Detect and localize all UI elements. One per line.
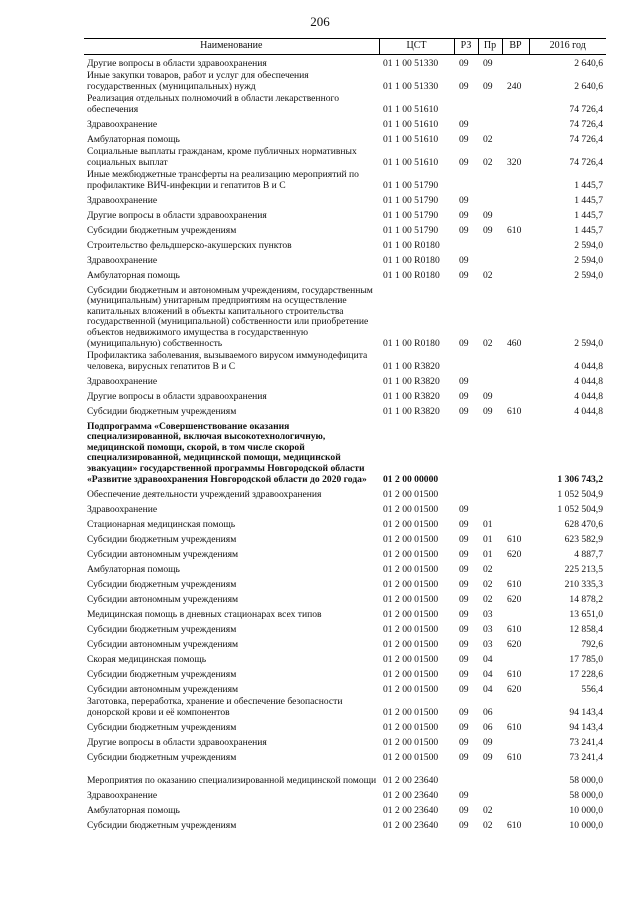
row-name: Другие вопросы в области здравоохранения: [87, 57, 267, 69]
row-vr: [502, 92, 529, 115]
row-vr: 320: [507, 156, 522, 168]
row-vr: [502, 650, 529, 665]
row-rz: 09: [459, 118, 469, 130]
row-name: Обеспечение деятельности учреждений здравоохранения: [87, 488, 322, 500]
row-vr: 610: [507, 224, 522, 236]
row-vr: [502, 206, 529, 221]
row-value: 1 445,7: [574, 194, 603, 206]
row-rz: 09: [459, 623, 469, 635]
row-name: Субсидии бюджетным учреждениям: [87, 224, 237, 236]
table-row: [84, 251, 606, 266]
row-value: 1 445,7: [574, 209, 603, 221]
row-cst: 01 2 00 01500: [383, 683, 439, 695]
row-pr: 02: [483, 819, 493, 831]
table-row: [84, 191, 606, 206]
row-rz: 09: [459, 721, 469, 733]
table-row: [84, 349, 606, 372]
row-name: Здравоохранение: [87, 375, 158, 387]
row-value: 556,4: [581, 683, 603, 695]
row-cst: 01 1 00 R0180: [383, 269, 440, 281]
row-name: Здравоохранение: [87, 503, 158, 515]
row-vr: 620: [507, 593, 522, 605]
row-pr: 09: [483, 80, 493, 92]
table-row: [84, 54, 606, 69]
row-name: Субсидии автономным учреждениям: [87, 548, 239, 560]
row-value: 12 858,4: [569, 623, 603, 635]
header-rz: РЗ: [454, 39, 478, 55]
row-vr: 240: [507, 80, 522, 92]
table-row: [84, 605, 606, 620]
table-row: [84, 402, 606, 417]
table-row: [84, 530, 606, 545]
table-row: [84, 206, 606, 221]
row-value: 628 470,6: [564, 518, 603, 530]
row-vr: [502, 191, 529, 206]
row-value: 4 044,8: [574, 375, 603, 387]
row-name: Иные межбюджетные трансферты на реализацию мероприятий по профилактике ВИЧ-инфекции и гепатитов В и С: [87, 168, 359, 191]
row-cst: 01 1 00 51330: [383, 57, 439, 69]
row-rz: 09: [459, 269, 469, 281]
row-rz: 09: [459, 668, 469, 680]
row-cst: 01 2 00 01500: [383, 518, 439, 530]
row-name: Субсидии бюджетным учреждениям: [87, 819, 237, 831]
row-rz: 09: [459, 593, 469, 605]
row-value: 2 640,6: [574, 80, 603, 92]
row-cst: 01 1 00 R3820: [383, 405, 440, 417]
row-name: Другие вопросы в области здравоохранения: [87, 209, 267, 221]
row-rz: 09: [459, 638, 469, 650]
row-rz: 09: [459, 518, 469, 530]
row-pr: 09: [483, 224, 493, 236]
row-value: 10 000,0: [569, 819, 603, 831]
row-cst: 01 1 00 51790: [383, 179, 439, 191]
row-rz: 09: [459, 337, 469, 349]
row-pr: 03: [483, 608, 493, 620]
row-vr: 610: [507, 405, 522, 417]
row-cst: 01 2 00 23640: [383, 789, 439, 801]
row-vr: [502, 763, 529, 786]
row-vr: 610: [507, 721, 522, 733]
row-pr: [478, 417, 502, 485]
row-vr: [502, 515, 529, 530]
row-name: Здравоохранение: [87, 194, 158, 206]
row-value: 210 335,3: [564, 578, 603, 590]
row-pr: 09: [483, 405, 493, 417]
row-cst: 01 1 00 R0180: [383, 239, 440, 251]
row-pr: 02: [483, 269, 493, 281]
header-vr: ВР: [502, 39, 529, 55]
row-value: 4 887,7: [574, 548, 603, 560]
row-cst: 01 2 00 01500: [383, 608, 439, 620]
row-pr: 04: [483, 653, 493, 665]
row-rz: 09: [459, 578, 469, 590]
row-vr: [502, 695, 529, 718]
row-value: 2 594,0: [574, 269, 603, 281]
header-year: 2016 год: [529, 39, 606, 55]
row-pr: [478, 763, 502, 786]
table-row: [84, 763, 606, 786]
row-cst: 01 1 00 R3820: [383, 390, 440, 402]
table-row: [84, 145, 606, 168]
row-cst: 01 1 00 R3820: [383, 360, 440, 372]
row-name: Подпрограмма «Совершенствование оказания специализированной, включая высокотехнологичную, медицинской помощи, скорой, в том числе скорой специализированной, медицинской помощи, медицинской эвакуации» государственной программы Новгородской области «Развитие здравоохранения Новгородской области до 2020 года»: [87, 420, 367, 485]
row-name: Социальные выплаты гражданам, кроме публичных нормативных социальных выплат: [87, 145, 357, 168]
row-cst: 01 1 00 51610: [383, 156, 439, 168]
table-row: [84, 545, 606, 560]
table-row: [84, 816, 606, 831]
row-value: 792,6: [581, 638, 603, 650]
row-rz: 09: [459, 254, 469, 266]
row-value: 74 726,4: [569, 103, 603, 115]
row-rz: [454, 168, 478, 191]
table-row: [84, 281, 606, 349]
row-pr: 01: [483, 548, 493, 560]
table-row: [84, 236, 606, 251]
row-cst: 01 2 00 01500: [383, 751, 439, 763]
row-name: Мероприятия по оказанию специализированной медицинской помощи: [87, 774, 377, 786]
row-value: 623 582,9: [564, 533, 603, 545]
row-pr: 02: [483, 133, 493, 145]
table-row: [84, 387, 606, 402]
row-cst: 01 2 00 23640: [383, 819, 439, 831]
row-vr: [502, 372, 529, 387]
table-row: [84, 786, 606, 801]
row-vr: 460: [507, 337, 522, 349]
row-cst: 01 2 00 01500: [383, 563, 439, 575]
row-cst: 01 2 00 01500: [383, 706, 439, 718]
row-cst: 01 1 00 51790: [383, 209, 439, 221]
row-rz: 09: [459, 706, 469, 718]
row-value: 2 594,0: [574, 254, 603, 266]
row-vr: [502, 251, 529, 266]
row-value: 74 726,4: [569, 118, 603, 130]
row-vr: 620: [507, 683, 522, 695]
row-value: 58 000,0: [569, 774, 603, 786]
row-rz: 09: [459, 156, 469, 168]
row-name: Субсидии бюджетным учреждениям: [87, 578, 237, 590]
row-value: 1 445,7: [574, 179, 603, 191]
table-row: [84, 69, 606, 92]
row-value: 2 594,0: [574, 239, 603, 251]
table-row: [84, 115, 606, 130]
row-vr: [502, 417, 529, 485]
table-row: [84, 168, 606, 191]
row-rz: 09: [459, 390, 469, 402]
row-name: Другие вопросы в области здравоохранения: [87, 390, 267, 402]
row-vr: [502, 54, 529, 69]
row-pr: 09: [483, 751, 493, 763]
row-vr: [502, 387, 529, 402]
row-value: 4 044,8: [574, 360, 603, 372]
table-header: [84, 39, 606, 55]
row-name: Другие вопросы в области здравоохранения: [87, 736, 267, 748]
row-name: Субсидии автономным учреждениям: [87, 593, 239, 605]
row-cst: 01 2 00 23640: [383, 804, 439, 816]
row-value: 94 143,4: [569, 721, 603, 733]
row-vr: [502, 485, 529, 500]
row-pr: 03: [483, 638, 493, 650]
row-pr: [478, 372, 502, 387]
row-pr: 04: [483, 683, 493, 695]
table-row: [84, 748, 606, 763]
row-pr: [478, 786, 502, 801]
row-pr: 02: [483, 156, 493, 168]
row-rz: 09: [459, 789, 469, 801]
row-name: Амбулаторная помощь: [87, 804, 180, 816]
row-cst: 01 1 00 51610: [383, 133, 439, 145]
row-rz: 09: [459, 209, 469, 221]
row-pr: 02: [483, 593, 493, 605]
row-value: 13 651,0: [569, 608, 603, 620]
table-row: [84, 590, 606, 605]
row-pr: [478, 92, 502, 115]
row-rz: 09: [459, 736, 469, 748]
row-vr: [502, 349, 529, 372]
row-value: 2 594,0: [574, 337, 603, 349]
row-pr: 02: [483, 804, 493, 816]
row-vr: [502, 266, 529, 281]
row-cst: 01 1 00 51610: [383, 118, 439, 130]
row-name: Субсидии бюджетным учреждениям: [87, 751, 237, 763]
row-cst: 01 1 00 R3820: [383, 375, 440, 387]
row-pr: 09: [483, 209, 493, 221]
row-pr: 06: [483, 721, 493, 733]
row-vr: [502, 560, 529, 575]
table-row: [84, 575, 606, 590]
table-row: [84, 266, 606, 281]
table-row: [84, 417, 606, 485]
table-row: [84, 500, 606, 515]
row-rz: 09: [459, 751, 469, 763]
row-value: 73 241,4: [569, 751, 603, 763]
row-pr: [478, 349, 502, 372]
row-value: 14 878,2: [569, 593, 603, 605]
row-pr: 01: [483, 533, 493, 545]
table-row: [84, 560, 606, 575]
row-cst: 01 2 00 01500: [383, 488, 439, 500]
row-vr: 610: [507, 751, 522, 763]
row-name: Стационарная медицинская помощь: [87, 518, 236, 530]
row-vr: 610: [507, 819, 522, 831]
row-rz: [454, 236, 478, 251]
row-value: 74 726,4: [569, 156, 603, 168]
row-rz: 09: [459, 653, 469, 665]
row-vr: [502, 236, 529, 251]
row-name: Субсидии бюджетным учреждениям: [87, 623, 237, 635]
row-cst: 01 1 00 51610: [383, 103, 439, 115]
row-value: 73 241,4: [569, 736, 603, 748]
row-name: Субсидии автономным учреждениям: [87, 638, 239, 650]
row-pr: [478, 485, 502, 500]
row-pr: 02: [483, 337, 493, 349]
row-vr: [502, 130, 529, 145]
row-cst: 01 2 00 01500: [383, 653, 439, 665]
row-rz: 09: [459, 548, 469, 560]
row-pr: 01: [483, 518, 493, 530]
row-rz: 09: [459, 133, 469, 145]
row-name: Иные закупки товаров, работ и услуг для обеспечения государственных (муниципальных) нужд: [87, 69, 309, 92]
table-row: [84, 372, 606, 387]
row-rz: 09: [459, 80, 469, 92]
row-pr: 04: [483, 668, 493, 680]
table-body: [84, 54, 606, 831]
row-cst: 01 2 00 23640: [383, 774, 439, 786]
row-value: 1 445,7: [574, 224, 603, 236]
row-vr: [502, 801, 529, 816]
row-vr: [502, 786, 529, 801]
row-name: Субсидии бюджетным учреждениям: [87, 533, 237, 545]
table-row: [84, 635, 606, 650]
row-pr: [478, 500, 502, 515]
row-vr: [502, 168, 529, 191]
row-pr: 06: [483, 706, 493, 718]
row-name: Субсидии бюджетным учреждениям: [87, 668, 237, 680]
row-cst: 01 2 00 01500: [383, 548, 439, 560]
row-vr: [502, 733, 529, 748]
row-rz: 09: [459, 375, 469, 387]
table-row: [84, 680, 606, 695]
row-name: Заготовка, переработка, хранение и обеспечение безопасности донорской крови и её компонентов: [87, 695, 343, 718]
row-cst: 01 2 00 01500: [383, 668, 439, 680]
row-rz: [454, 763, 478, 786]
row-value: 4 044,8: [574, 405, 603, 417]
row-rz: 09: [459, 503, 469, 515]
row-value: 225 213,5: [564, 563, 603, 575]
row-pr: [478, 168, 502, 191]
row-cst: 01 1 00 51790: [383, 224, 439, 236]
row-name: Амбулаторная помощь: [87, 563, 180, 575]
table-row: [84, 665, 606, 680]
row-name: Профилактика заболевания, вызываемого вирусом иммунодефицита человека, вирусных гепатитов В и С: [87, 349, 368, 372]
row-vr: 620: [507, 638, 522, 650]
row-rz: 09: [459, 194, 469, 206]
row-rz: 09: [459, 804, 469, 816]
row-cst: 01 2 00 01500: [383, 736, 439, 748]
row-rz: 09: [459, 224, 469, 236]
row-cst: 01 2 00 01500: [383, 503, 439, 515]
row-name: Субсидии автономным учреждениям: [87, 683, 239, 695]
row-rz: 09: [459, 405, 469, 417]
row-vr: [502, 605, 529, 620]
row-cst: 01 2 00 01500: [383, 578, 439, 590]
table-row: [84, 92, 606, 115]
row-pr: 09: [483, 736, 493, 748]
table-row: [84, 485, 606, 500]
row-pr: 09: [483, 57, 493, 69]
row-vr: [502, 500, 529, 515]
row-cst: 01 1 00 R0180: [383, 254, 440, 266]
row-cst: 01 1 00 51330: [383, 80, 439, 92]
row-name: Субсидии бюджетным учреждениям: [87, 405, 237, 417]
row-cst: 01 1 00 R0180: [383, 337, 440, 349]
row-pr: [478, 236, 502, 251]
table-row: [84, 515, 606, 530]
row-name: Субсидии бюджетным учреждениям: [87, 721, 237, 733]
table-row: [84, 221, 606, 236]
row-cst: 01 2 00 01500: [383, 593, 439, 605]
row-value: 10 000,0: [569, 804, 603, 816]
row-name: Медицинская помощь в дневных стационарах всех типов: [87, 608, 322, 620]
row-cst: 01 2 00 00000: [383, 473, 439, 485]
row-value: 4 044,8: [574, 390, 603, 402]
row-name: Амбулаторная помощь: [87, 133, 180, 145]
row-vr: 610: [507, 578, 522, 590]
row-name: Строительство фельдшерско-акушерских пунктов: [87, 239, 292, 251]
table-row: [84, 733, 606, 748]
table-row: [84, 620, 606, 635]
row-rz: 09: [459, 563, 469, 575]
row-vr: 610: [507, 623, 522, 635]
row-rz: [454, 92, 478, 115]
row-cst: 01 2 00 01500: [383, 623, 439, 635]
row-pr: [478, 115, 502, 130]
table-row: [84, 718, 606, 733]
row-value: 17 228,6: [569, 668, 603, 680]
row-rz: [454, 349, 478, 372]
row-name: Скорая медицинская помощь: [87, 653, 207, 665]
row-rz: 09: [459, 683, 469, 695]
row-value: 1 306 743,2: [557, 473, 603, 485]
row-cst: 01 1 00 51790: [383, 194, 439, 206]
row-pr: 02: [483, 563, 493, 575]
row-vr: 610: [507, 533, 522, 545]
row-rz: 09: [459, 819, 469, 831]
table-row: [84, 650, 606, 665]
row-name: Здравоохранение: [87, 254, 158, 266]
row-rz: 09: [459, 533, 469, 545]
row-pr: [478, 191, 502, 206]
row-pr: 02: [483, 578, 493, 590]
row-rz: 09: [459, 608, 469, 620]
row-cst: 01 2 00 01500: [383, 638, 439, 650]
row-name: Реализация отдельных полномочий в области лекарственного обеспечения: [87, 92, 339, 115]
header-name: Наименование: [84, 39, 379, 55]
page-number: 206: [310, 14, 330, 29]
row-rz: [454, 417, 478, 485]
row-pr: 03: [483, 623, 493, 635]
row-cst: 01 2 00 01500: [383, 721, 439, 733]
table-row: [84, 695, 606, 718]
row-vr: 610: [507, 668, 522, 680]
row-value: 94 143,4: [569, 706, 603, 718]
row-vr: 620: [507, 548, 522, 560]
table-row: [84, 801, 606, 816]
row-pr: [478, 251, 502, 266]
header-cst: ЦСТ: [379, 39, 454, 55]
row-name: Субсидии бюджетным и автономным учреждениям, государственным (муниципальным) унитарным предприятиям на осуществление капитальных вложений в объекты капитального строительства государственной (муниципальной) собственности или приобретение объектов недвижимого имущества в государственную (муниципальную) собственность: [87, 284, 373, 349]
row-value: 1 052 504,9: [557, 503, 603, 515]
row-name: Здравоохранение: [87, 789, 158, 801]
row-value: 2 640,6: [574, 57, 603, 69]
row-value: 1 052 504,9: [557, 488, 603, 500]
row-rz: [454, 485, 478, 500]
row-name: Амбулаторная помощь: [87, 269, 180, 281]
row-cst: 01 2 00 01500: [383, 533, 439, 545]
row-value: 74 726,4: [569, 133, 603, 145]
budget-table: [84, 38, 606, 831]
row-value: 58 000,0: [569, 789, 603, 801]
row-value: 17 785,0: [569, 653, 603, 665]
row-name: Здравоохранение: [87, 118, 158, 130]
row-vr: [502, 115, 529, 130]
row-rz: 09: [459, 57, 469, 69]
header-pr: Пр: [478, 39, 502, 55]
table-row: [84, 130, 606, 145]
row-pr: 09: [483, 390, 493, 402]
